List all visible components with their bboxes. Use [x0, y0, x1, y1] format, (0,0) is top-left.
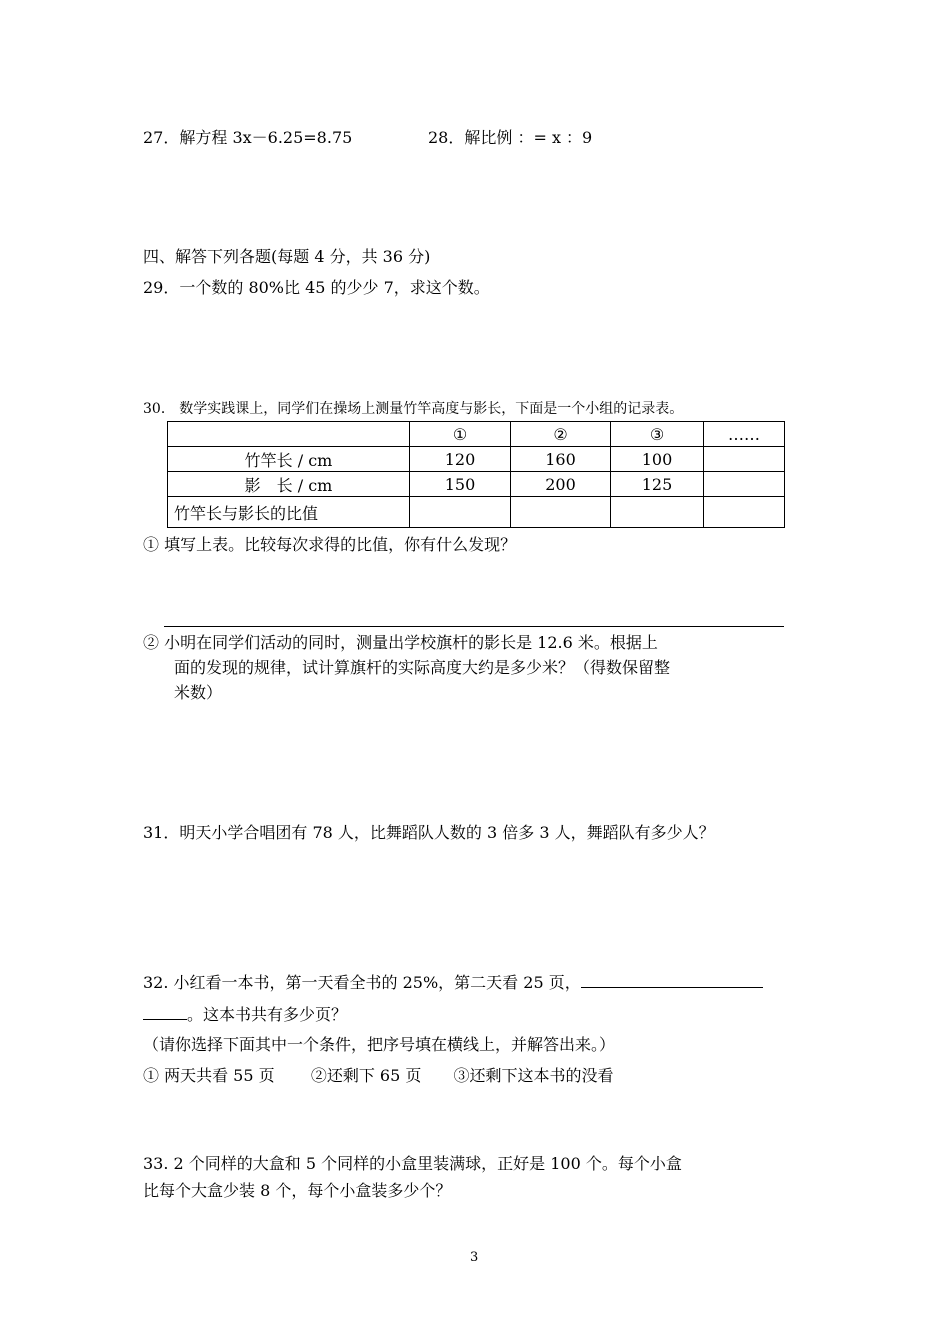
table-row [168, 497, 785, 528]
answer-cell[interactable] [704, 497, 785, 528]
answer-cell[interactable] [511, 497, 611, 528]
q30-part2-line3: 米数） [174, 683, 223, 702]
answer-line [164, 626, 784, 627]
option-3: ③还剩下这本书的没看 [453, 1066, 614, 1085]
table-cell: 100 [611, 447, 704, 472]
table-header-cell: ② [511, 422, 611, 447]
section4-heading: 四、解答下列各题(每题 4 分，共 36 分) [143, 247, 431, 266]
table-cell: 125 [611, 472, 704, 497]
q29-text: 29．一个数的 80%比 45 的少少 7，求这个数。 [143, 278, 490, 297]
table-row [168, 447, 785, 472]
option-2: ②还剩下 65 页 [310, 1066, 422, 1085]
table-row [168, 422, 785, 447]
table-header-cell: ① [410, 422, 511, 447]
q27-text: 27．解方程 3x－6.25=8.75 [143, 128, 353, 147]
q32-line3: （请你选择下面其中一个条件，把序号填在横线上，并解答出来。） [143, 1035, 616, 1054]
q32-line2 [143, 1003, 347, 1026]
q32-line1 [143, 971, 763, 994]
table-cell: 120 [410, 447, 511, 472]
table-cell [704, 447, 785, 472]
table-header-cell: ③ [611, 422, 704, 447]
table-cell [168, 422, 410, 447]
q31-text: 31．明天小学合唱团有 78 人，比舞蹈队人数的 3 倍多 3 人，舞蹈队有多少人？ [143, 823, 715, 842]
q30-part2-line1: ② 小明在同学们活动的同时，测量出学校旗杆的影长是 12.6 米。根据上 [143, 633, 658, 652]
q32-line1-text: 32. 小红看一本书，第一天看全书的 25%，第二天看 25 页， [143, 973, 581, 992]
q33-line1: 33. 2 个同样的大盒和 5 个同样的小盒里装满球，正好是 100 个。每个小盒 [143, 1154, 682, 1173]
table-cell: 160 [511, 447, 611, 472]
record-table [167, 421, 785, 528]
q30-intro: 30． 数学实践课上，同学们在操场上测量竹竿高度与影长，下面是一个小组的记录表。 [143, 401, 684, 417]
option-1: ① 两天共看 55 页 [143, 1066, 275, 1085]
answer-blank[interactable] [581, 971, 763, 988]
q30-part2-line2: 面的发现的规律，试计算旗杆的实际高度大约是多少米？（得数保留整 [174, 658, 671, 677]
row-label: 影 长 / cm [168, 472, 410, 497]
row-label: 竹竿长 / cm [168, 447, 410, 472]
q30-part1: ① 填写上表。比较每次求得的比值，你有什么发现？ [143, 535, 517, 554]
q33-line2: 比每个大盒少装 8 个，每个小盒装多少个？ [143, 1181, 452, 1200]
q28-text: 28．解比例 ：= x ：9 [428, 128, 593, 147]
table-row [168, 472, 785, 497]
row-label: 竹竿长与影长的比值 [168, 497, 410, 528]
table-cell: 150 [410, 472, 511, 497]
table-cell: 200 [511, 472, 611, 497]
q32-line2-text: 。这本书共有多少页？ [187, 1005, 348, 1024]
table-cell [704, 472, 785, 497]
answer-cell[interactable] [611, 497, 704, 528]
table-header-cell: …… [704, 422, 785, 447]
answer-blank[interactable] [143, 1003, 187, 1020]
q32-options [143, 1065, 614, 1087]
answer-cell[interactable] [410, 497, 511, 528]
page-number: 3 [470, 1250, 479, 1265]
